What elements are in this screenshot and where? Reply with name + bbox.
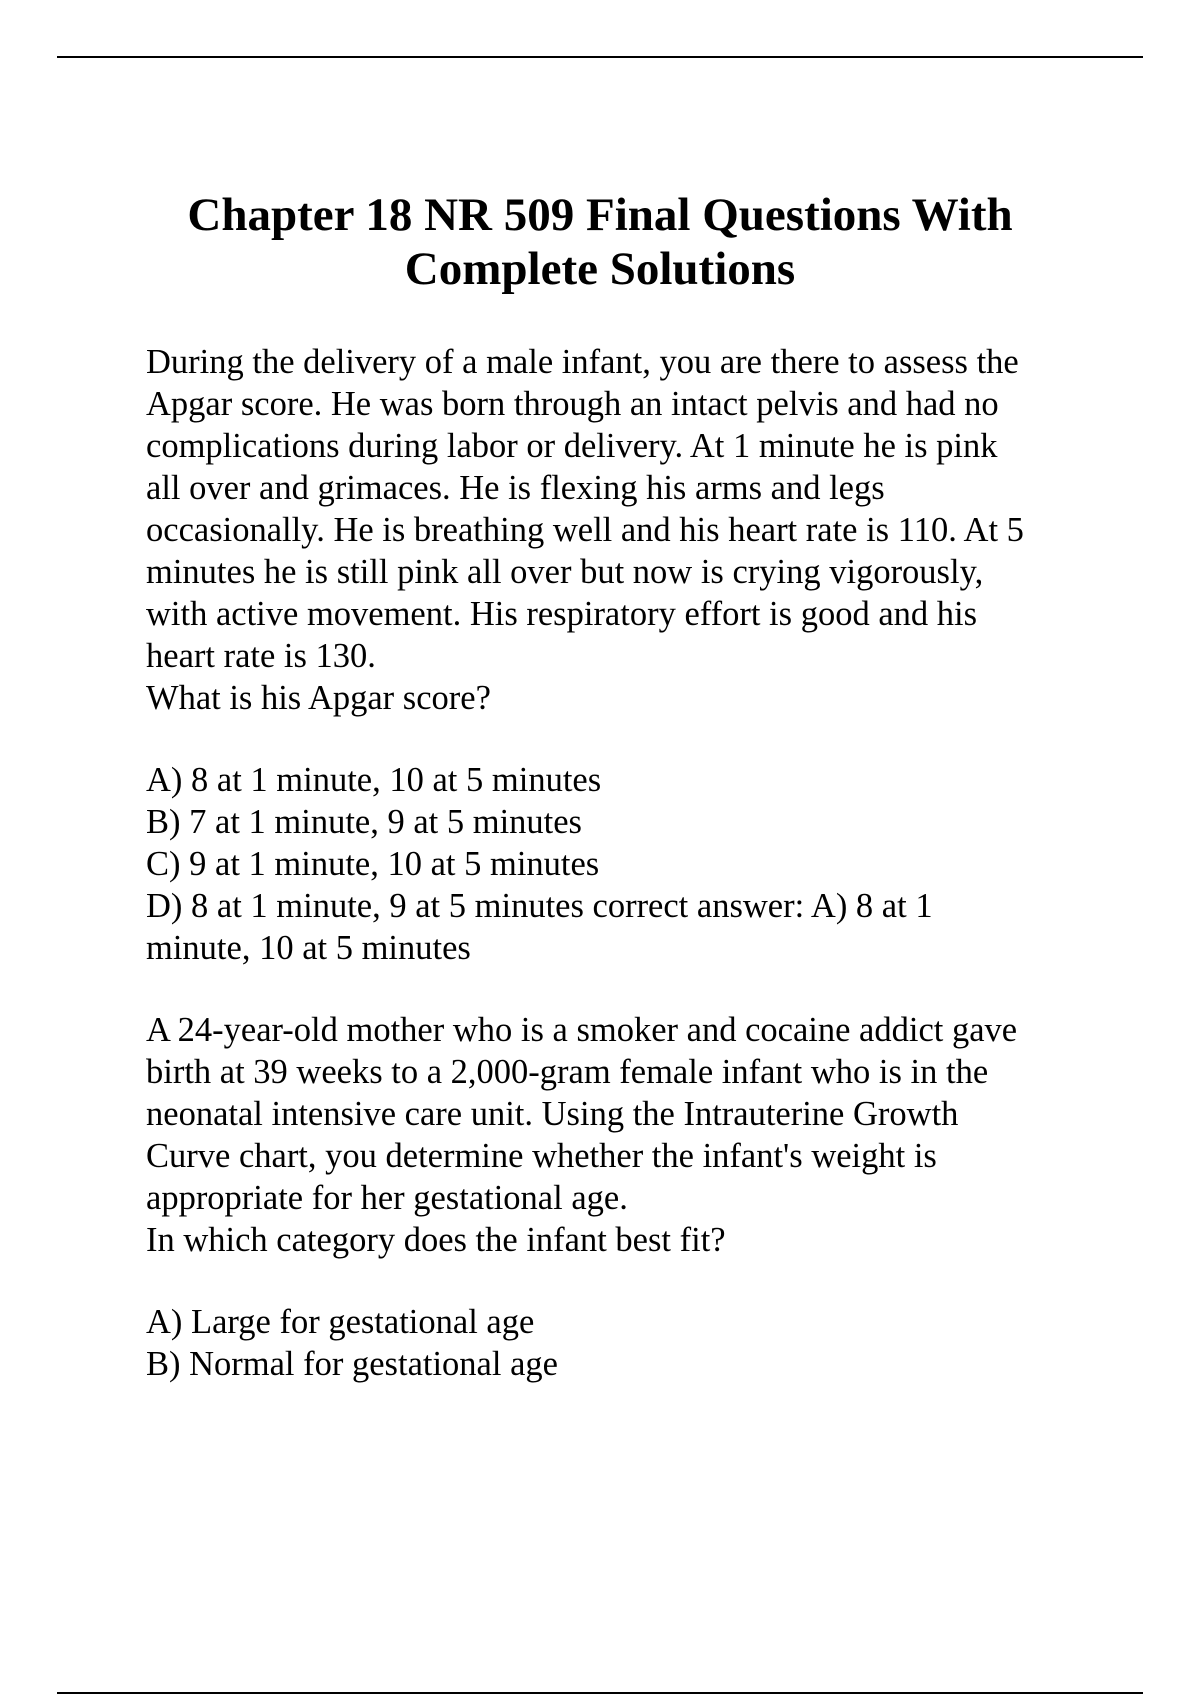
answer-option-a: A) Large for gestational age <box>146 1303 535 1341</box>
document-body <box>146 341 1096 1385</box>
question-1-options <box>146 759 1096 969</box>
question-1-stem <box>146 341 1096 719</box>
question-2-options <box>146 1301 1096 1385</box>
answer-option-b: B) Normal for gestational age <box>146 1345 558 1383</box>
answer-option-a: A) 8 at 1 minute, 10 at 5 minutes <box>146 761 602 799</box>
title-line: Complete Solutions <box>404 243 796 295</box>
document-title <box>100 188 1100 296</box>
stem-line: Apgar score. He was born through an intact pelvis and had no <box>146 385 999 423</box>
question-2 <box>146 1009 1096 1385</box>
stem-line: Curve chart, you determine whether the infant's weight is <box>146 1137 937 1175</box>
question-1 <box>146 341 1096 969</box>
answer-option-d: D) 8 at 1 minute, 9 at 5 minutes correct answer: A) 8 at 1 <box>146 887 933 925</box>
answer-option-c: C) 9 at 1 minute, 10 at 5 minutes <box>146 845 600 883</box>
stem-line: complications during labor or delivery. At 1 minute he is pink <box>146 427 998 465</box>
paragraph-gap <box>146 1261 1096 1301</box>
question-prompt: In which category does the infant best fit? <box>146 1221 726 1259</box>
stem-line: heart rate is 130. <box>146 637 376 675</box>
stem-line: A 24-year-old mother who is a smoker and cocaine addict gave <box>146 1011 1018 1049</box>
stem-line: all over and grimaces. He is flexing his arms and legs <box>146 469 885 507</box>
paragraph-gap <box>146 969 1096 1009</box>
paragraph-gap <box>146 719 1096 759</box>
answer-option-b: B) 7 at 1 minute, 9 at 5 minutes <box>146 803 582 841</box>
bottom-rule <box>57 1692 1143 1694</box>
correct-answer-continuation: minute, 10 at 5 minutes <box>146 929 471 967</box>
question-prompt: What is his Apgar score? <box>146 679 491 717</box>
stem-line: occasionally. He is breathing well and his heart rate is 110. At 5 <box>146 511 1024 549</box>
title-line: Chapter 18 NR 509 Final Questions With <box>187 189 1013 241</box>
stem-line: minutes he is still pink all over but now is crying vigorously, <box>146 553 984 591</box>
stem-line: with active movement. His respiratory effort is good and his <box>146 595 978 633</box>
stem-line: appropriate for her gestational age. <box>146 1179 628 1217</box>
stem-line: During the delivery of a male infant, you are there to assess the <box>146 343 1019 381</box>
top-rule <box>57 56 1143 58</box>
question-2-stem <box>146 1009 1096 1261</box>
stem-line: neonatal intensive care unit. Using the Intrauterine Growth <box>146 1095 959 1133</box>
stem-line: birth at 39 weeks to a 2,000-gram female infant who is in the <box>146 1053 989 1091</box>
